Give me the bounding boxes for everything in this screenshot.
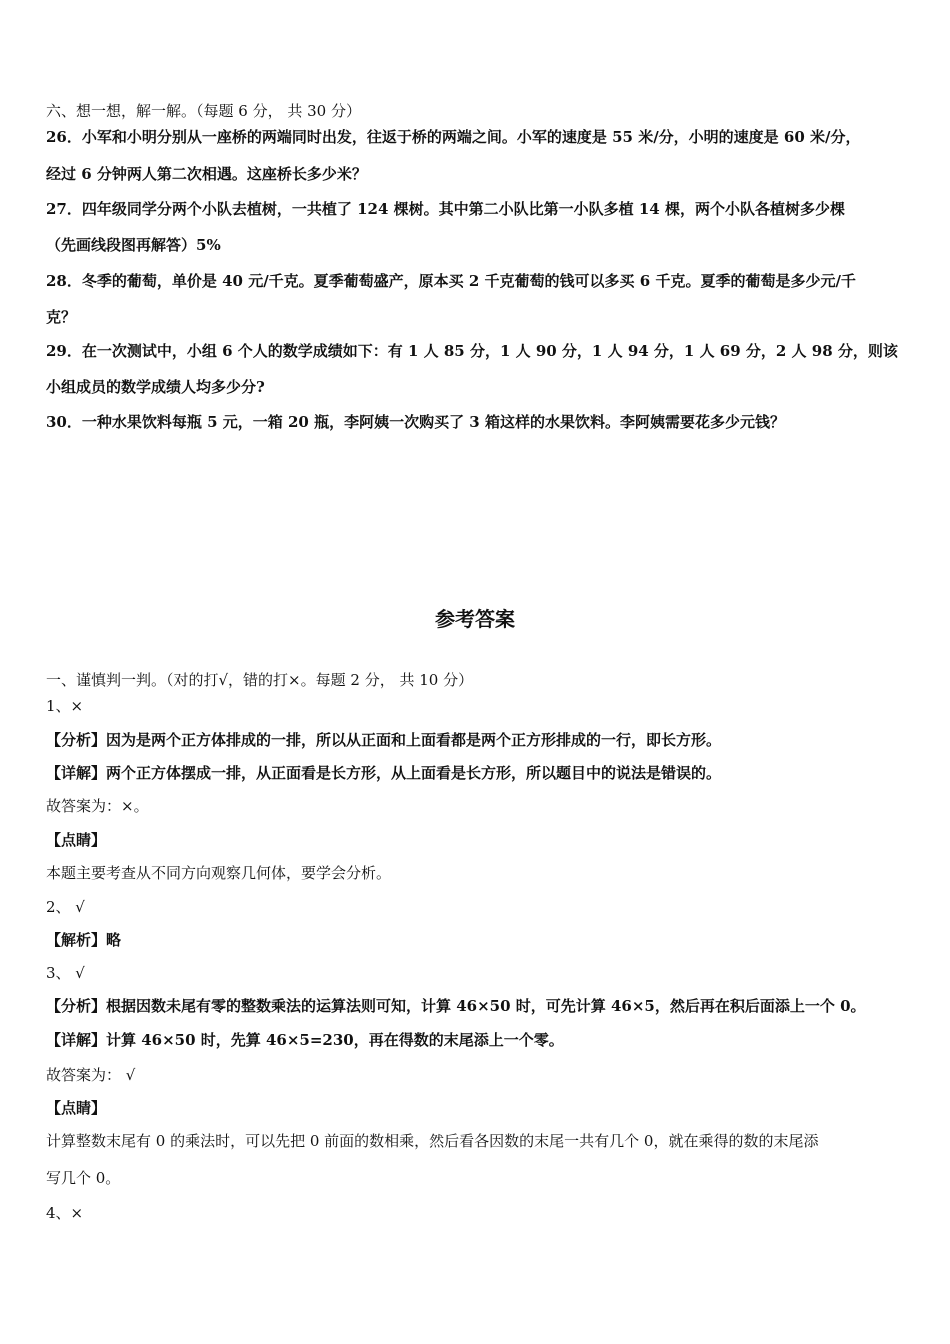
answer-line: 计算整数末尾有 0 的乘法时，可以先把 0 前面的数相乘，然后看各因数的末尾一共有几个 0，就在乘得的数的末尾添 — [46, 1132, 819, 1150]
question-28-line1: 28．冬季的葡萄，单价是 40 元/千克。夏季葡萄盛产，原本买 2 千克葡萄的钱可以多买 6 千克。夏季的葡萄是多少元/千 — [46, 272, 856, 290]
answer-line: 【分析】因为是两个正方体排成的一排，所以从正面和上面看都是两个正方形排成的一行，即长方形。 — [46, 731, 722, 749]
question-27-line1: 27．四年级同学分两个小队去植树，一共植了 124 棵树。其中第二小队比第一小队多植 14 棵，两个小队各植树多少棵 — [46, 200, 845, 218]
question-29-line1: 29．在一次测试中，小组 6 个人的数学成绩如下：有 1 人 85 分，1 人 90 分，1 人 94 分，1 人 69 分，2 人 98 分，则该 — [46, 342, 898, 360]
answer-line: 本题主要考查从不同方向观察几何体，要学会分析。 — [46, 864, 392, 882]
answer-line: 4、× — [46, 1204, 84, 1222]
answer-line: 【点睛】 — [46, 1099, 107, 1117]
question-26-line2: 经过 6 分钟两人第二次相遇。这座桥长多少米？ — [46, 165, 367, 183]
section-heading-six: 六、想一想，解一解。（每题 6 分， 共 30 分） — [46, 102, 361, 120]
question-28-line2: 克？ — [46, 308, 77, 326]
answer-line: 【详解】计算 46×50 时，先算 46×5=230，再在得数的末尾添上一个零。 — [46, 1031, 564, 1049]
answers-section-heading: 一、谨慎判一判。（对的打√，错的打×。每题 2 分， 共 10 分） — [46, 671, 474, 689]
answer-line: 故答案为： √ — [46, 1066, 136, 1084]
answer-line: 【点睛】 — [46, 831, 107, 849]
answer-line: 3、 √ — [46, 964, 85, 982]
answer-line: 2、 √ — [46, 898, 85, 916]
question-29-line2: 小组成员的数学成绩人均多少分? — [46, 378, 265, 396]
answer-line: 【详解】两个正方体摆成一排，从正面看是长方形，从上面看是长方形，所以题目中的说法是错误的。 — [46, 764, 722, 782]
answer-line: 【解析】略 — [46, 931, 122, 949]
question-27-line2: （先画线段图再解答）5% — [46, 236, 221, 254]
answer-line: 故答案为：×。 — [46, 797, 149, 815]
answer-line: 1、× — [46, 697, 84, 715]
answers-title: 参考答案 — [435, 607, 515, 631]
question-30-line1: 30．一种水果饮料每瓶 5 元，一箱 20 瓶，李阿姨一次购买了 3 箱这样的水果饮料。李阿姨需要花多少元钱？ — [46, 413, 785, 431]
answer-line: 【分析】根据因数未尾有零的整数乘法的运算法则可知，计算 46×50 时，可先计算 46×5，然后再在积后面添上一个 0。 — [46, 997, 866, 1015]
answer-line: 写几个 0。 — [46, 1169, 121, 1187]
question-26-line1: 26．小军和小明分别从一座桥的两端同时出发，往返于桥的两端之间。小军的速度是 55 米/分，小明的速度是 60 米/分， — [46, 128, 861, 146]
